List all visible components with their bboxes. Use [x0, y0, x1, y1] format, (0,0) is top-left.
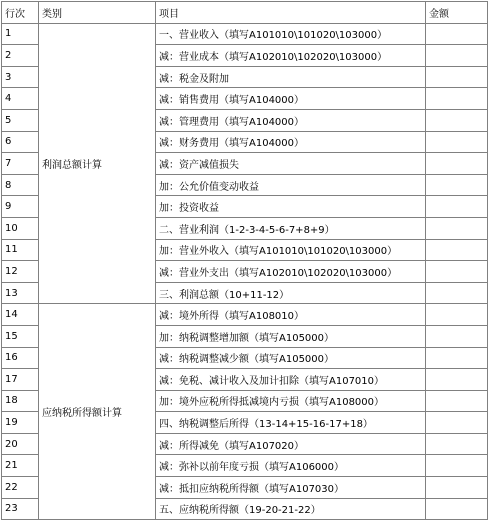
category-taxable-income: 应纳税所得额计算: [39, 304, 156, 520]
row-item: 减：抵扣应纳税所得额（填写A107030）: [156, 477, 426, 499]
row-item: 减：资产减值损失: [156, 153, 426, 175]
header-amount: 金额: [426, 2, 488, 24]
row-item: 减：税金及附加: [156, 66, 426, 88]
amount-cell[interactable]: [426, 369, 488, 391]
amount-cell[interactable]: [426, 66, 488, 88]
header-seq: 行次: [2, 2, 39, 24]
table-row: [2, 304, 488, 326]
row-seq: 5: [2, 109, 39, 131]
row-item: 五、应纳税所得额（19-20-21-22）: [156, 498, 426, 520]
amount-cell[interactable]: [426, 455, 488, 477]
row-seq: 10: [2, 217, 39, 239]
amount-cell[interactable]: [426, 153, 488, 175]
row-seq: 2: [2, 45, 39, 67]
row-item: 加：纳税调整增加额（填写A105000）: [156, 325, 426, 347]
row-item: 减：弥补以前年度亏损（填写A106000）: [156, 455, 426, 477]
row-seq: 6: [2, 131, 39, 153]
row-item: 减：免税、减计收入及加计扣除（填写A107010）: [156, 369, 426, 391]
row-seq: 4: [2, 88, 39, 110]
row-item: 减：纳税调整减少额（填写A105000）: [156, 347, 426, 369]
row-seq: 9: [2, 196, 39, 218]
row-item: 加：境外应税所得抵减境内亏损（填写A108000）: [156, 390, 426, 412]
amount-cell[interactable]: [426, 477, 488, 499]
amount-cell[interactable]: [426, 304, 488, 326]
amount-cell[interactable]: [426, 239, 488, 261]
amount-cell[interactable]: [426, 325, 488, 347]
row-item: 二、营业利润（1-2-3-4-5-6-7+8+9）: [156, 217, 426, 239]
row-seq: 18: [2, 390, 39, 412]
amount-cell[interactable]: [426, 131, 488, 153]
row-seq: 8: [2, 174, 39, 196]
row-seq: 14: [2, 304, 39, 326]
row-seq: 21: [2, 455, 39, 477]
row-item: 加：公允价值变动收益: [156, 174, 426, 196]
row-item: 减：营业外支出（填写A102010\102020\103000）: [156, 261, 426, 283]
row-item: 加：营业外收入（填写A101010\101020\103000）: [156, 239, 426, 261]
row-item: 减：营业成本（填写A102010\102020\103000）: [156, 45, 426, 67]
amount-cell[interactable]: [426, 174, 488, 196]
row-item: 加：投资收益: [156, 196, 426, 218]
amount-cell[interactable]: [426, 23, 488, 45]
amount-cell[interactable]: [426, 412, 488, 434]
amount-cell[interactable]: [426, 88, 488, 110]
row-item: 四、纳税调整后所得（13-14+15-16-17+18）: [156, 412, 426, 434]
row-seq: 1: [2, 23, 39, 45]
row-seq: 12: [2, 261, 39, 283]
row-item: 减：境外所得（填写A108010）: [156, 304, 426, 326]
amount-cell[interactable]: [426, 498, 488, 520]
row-seq: 19: [2, 412, 39, 434]
row-seq: 22: [2, 477, 39, 499]
row-seq: 11: [2, 239, 39, 261]
income-tax-table: [1, 1, 488, 520]
amount-cell[interactable]: [426, 196, 488, 218]
amount-cell[interactable]: [426, 433, 488, 455]
row-item: 减：管理费用（填写A104000）: [156, 109, 426, 131]
header-category: 类别: [39, 2, 156, 24]
row-seq: 13: [2, 282, 39, 304]
row-seq: 3: [2, 66, 39, 88]
amount-cell[interactable]: [426, 261, 488, 283]
header-item: 项目: [156, 2, 426, 24]
row-seq: 20: [2, 433, 39, 455]
amount-cell[interactable]: [426, 390, 488, 412]
row-seq: 17: [2, 369, 39, 391]
row-item: 减：所得减免（填写A107020）: [156, 433, 426, 455]
header-row: [2, 2, 488, 24]
amount-cell[interactable]: [426, 282, 488, 304]
amount-cell[interactable]: [426, 217, 488, 239]
row-item: 减：财务费用（填写A104000）: [156, 131, 426, 153]
amount-cell[interactable]: [426, 347, 488, 369]
amount-cell[interactable]: [426, 45, 488, 67]
row-item: 减：销售费用（填写A104000）: [156, 88, 426, 110]
row-item: 三、利润总额（10+11-12）: [156, 282, 426, 304]
row-seq: 16: [2, 347, 39, 369]
category-profit: 利润总额计算: [39, 23, 156, 304]
row-seq: 15: [2, 325, 39, 347]
table-row: [2, 23, 488, 45]
amount-cell[interactable]: [426, 109, 488, 131]
row-item: 一、营业收入（填写A101010\101020\103000）: [156, 23, 426, 45]
row-seq: 23: [2, 498, 39, 520]
row-seq: 7: [2, 153, 39, 175]
